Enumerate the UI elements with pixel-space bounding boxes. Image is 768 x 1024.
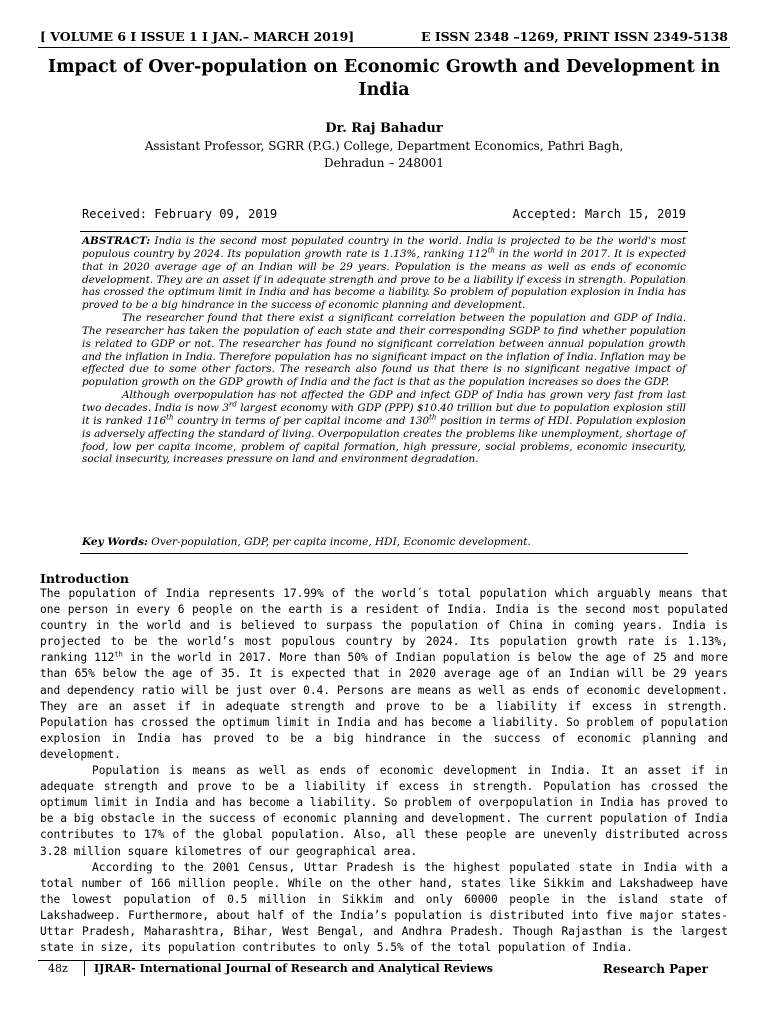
intro-paragraph-1 [40,586,728,763]
abstract-box [80,231,688,554]
abstract-text-run: in the world in 2017. It is expected that in 2020 average age of an Indian will be 29 years. Population is the means as well as ends of economic development. They are an asset if in adequate strength and prove to be a liability if excess in strength. Population has crossed the optimum limit in India and has become a liability. So problem of population explosion in India has proved to be a big hindrance in the success of economic planning and development. [82,247,686,312]
superscript: rd [228,400,237,409]
keywords-line [82,536,686,548]
accepted-date: Accepted: March 15, 2019 [512,207,686,221]
superscript: th [487,246,496,255]
abstract-text-run: Although overpopulation has not affected the GDP and infect GDP of India has grown very fast from last two decades. India is now 3 [82,389,686,414]
dates-row [82,207,686,223]
author-affiliation [40,138,728,172]
footer-divider [84,960,85,976]
abstract-text-run: country in terms of per capital income and 130 [173,414,430,427]
abstract-text [82,235,686,466]
affiliation-line-2: Dehradun – 248001 [324,156,444,170]
page-footer [44,962,708,978]
running-header [40,29,728,47]
author-name: Dr. Raj Bahadur [325,121,443,136]
paper-title: Impact of Over-population on Economic Growth and Development in India [47,57,721,100]
introduction-body [40,586,728,956]
abstract-text-run: largest economy with GDP (PPP) $10.40 trillion but due to population explosion still it is ranked 116 [82,401,686,427]
received-date: Received: February 09, 2019 [82,207,278,221]
abstract-text-run: India is the second most populated country in the world. India is projected to be the world's most populous country by 2024. Its population growth rate is 1.13%, ranking 112 [82,235,686,260]
affiliation-line-1: Assistant Professor, SGRR (P.G.) College, Department Economics, Pathri Bagh, [144,139,624,153]
intro-paragraph-3: According to the 2001 Census, Uttar Pradesh is the highest populated state in India with a total number of 166 million people. While on the other hand, states like Sikkim and Lakshadweep have the lowest population of 0.5 million in Sikkim and only 60000 people in the island state of Lakshadweep. Furthermore, about half of the India’s population is distributed into five major states- Uttar Pradesh, Maharashtra, Bihar, West Bengal, and Andhra Pradesh. Though Rajasthan is the largest state in size, its population contributes to only 5.5% of the total population of India. [40,860,728,955]
abstract-label: ABSTRACT: [82,235,151,247]
body-text-run: in the world in 2017. More than 50% of Indian population is below the age of 25 and more than 65% below the age of 35. It is expected that in 2020 average age of an Indian will be 29 years and dependency ratio will be just over 0.4. Persons are means as well as ends of economic development. They are an asset if in adequate strength and prove to be a liability if excess in strength. Population has crossed the optimum limit in India and has become a liability. So problem of population explosion in India has proved to be a big hindrance in the success of economic planning and development. [40,651,728,761]
intro-paragraph-2: Population is means as well as ends of economic development in India. It an asset if in adequate strength and prove to be a liability if excess in strength. Population has crossed the optimum limit in India and has become a liability. So problem of overpopulation in India has proved to be a big obstacle in the success of economic planning and development. The current population of India contributes to 17% of the global population. Also, all these people are unevenly distributed across 3.28 million square kilometres of our geographical area. [40,764,728,858]
abstract-paragraph-1 [82,235,686,312]
journal-name: IJRAR- International Journal of Research and Analytical Reviews [94,962,493,975]
volume-issue: [ VOLUME 6 I ISSUE 1 I JAN.– MARCH 2019] [40,29,355,44]
paper-type: Research Paper [602,962,708,976]
header-rule [38,47,730,48]
footer-rule [38,960,462,961]
abstract-paragraph-3 [82,389,686,466]
issn-info: E ISSN 2348 –1269, PRINT ISSN 2349-5138 [420,29,728,44]
abstract-paragraph-2: The researcher found that there exist a significant correlation between the population and GDP of India. The researcher has taken the population of each state and their corresponding SGDP to find whether population is related to GDP or not. The researcher has found no significant correlation between annual population growth and the inflation in India. Therefore population has no significant impact on the inflation of India. Inflation may be effected due to some other factors. The research also found us that there is no significant negative impact of population growth on the GDP growth of India and the fact is that as the population increases so does the GDP. [82,312,686,389]
superscript: th [429,413,437,422]
keywords-text: Over-population, GDP, per capita income, HDI, Economic development. [147,536,531,548]
keywords-label: Key Words: [82,536,148,548]
superscript: th [114,650,123,659]
abstract-text-run: position in terms of HDI. Population explosion is adversely affecting the standard of living. Overpopulation creates the problems like unemployment, shortage of food, low per capita income, problem of capital formation, high pressure, social problems, economic insecurity, social insecurity, increases pressure on land and environment degradation. [82,414,686,466]
body-text-run: The population of India represents 17.99% of the world´s total population which arguably means that one person in every 6 people on the earth is a resident of India. India is the second most populated country in the world and is believed to surpass the population of China in coming years. India is projected to be the world’s most populous country by 2024. Its population growth rate is 1.13%, ranking 112 [40,587,728,665]
page-number: 48z [48,962,68,975]
section-heading: Introduction [40,571,130,586]
superscript: th [166,413,174,422]
